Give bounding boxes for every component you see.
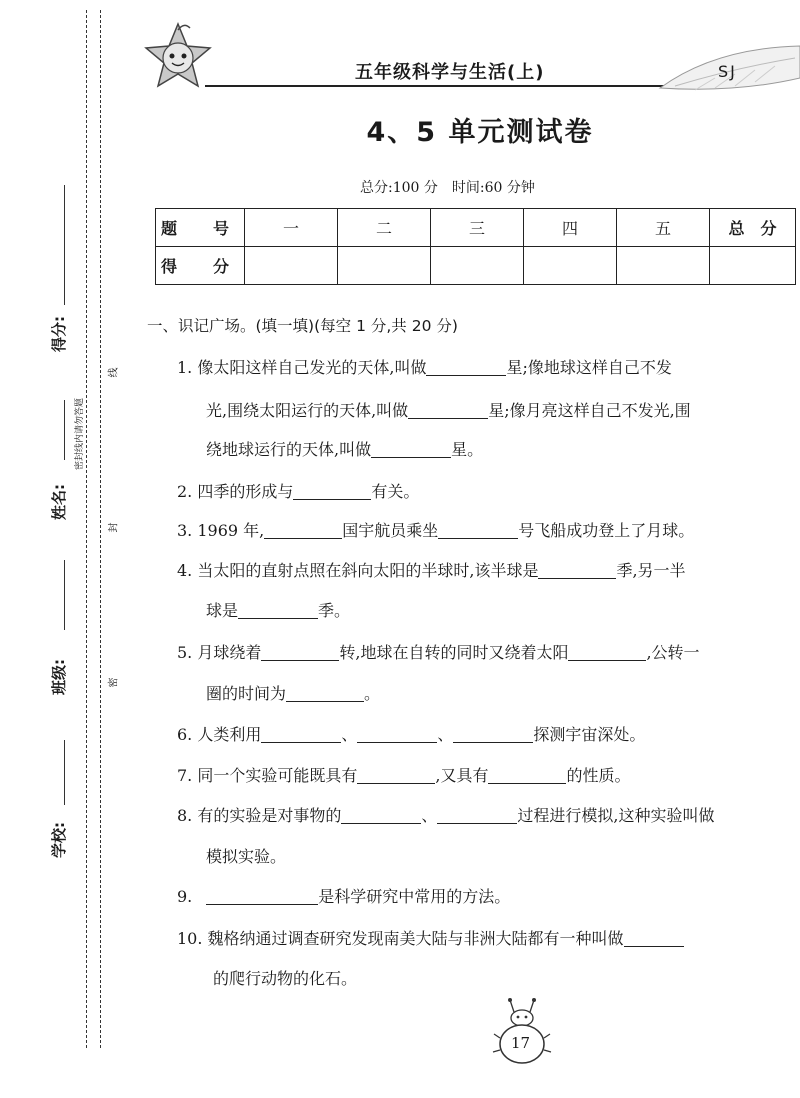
text: 绕地球运行的天体,叫做 (206, 440, 372, 459)
score-label: 得分: (50, 316, 68, 352)
page-number: 17 (511, 1034, 531, 1052)
header-rule (205, 85, 665, 87)
question-4-line-2 (206, 598, 350, 621)
answer-blank[interactable] (453, 726, 533, 743)
text: 的爬行动物的化石。 (213, 969, 358, 988)
question-10-line-2 (213, 966, 357, 989)
mascot-icon (142, 20, 214, 92)
score-cell[interactable] (431, 247, 524, 285)
exam-meta: 总分:100 分 时间:60 分钟 (360, 180, 535, 196)
text: 季。 (318, 601, 351, 620)
text: 是科学研究中常用的方法。 (318, 887, 511, 906)
class-underline (64, 560, 65, 630)
question-3 (177, 518, 694, 541)
text: 球是 (206, 601, 239, 620)
answer-blank[interactable] (261, 726, 341, 743)
text: 9. (177, 887, 193, 906)
school-label: 学校: (50, 822, 68, 858)
row-label: 题 号 (156, 209, 245, 247)
text: 7. 同一个实验可能既具有 (177, 766, 358, 785)
question-2 (177, 479, 419, 502)
text: 6. 人类利用 (177, 725, 262, 744)
text: 3. 1969 年, (177, 521, 265, 540)
text: 1. 像太阳这样自己发光的天体,叫做 (177, 358, 427, 377)
answer-blank[interactable] (206, 888, 318, 905)
text: 星;像地球这样自己不发 (506, 358, 672, 377)
score-cell[interactable] (524, 247, 617, 285)
school-underline (64, 740, 65, 805)
score-cell[interactable] (338, 247, 431, 285)
question-9 (177, 884, 510, 907)
column-header: 一 (245, 209, 338, 247)
question-10-line-1 (177, 926, 684, 949)
answer-blank[interactable] (264, 522, 342, 539)
answer-blank[interactable] (437, 807, 517, 824)
ladybug-icon (490, 998, 554, 1068)
header-code: SJ (718, 62, 737, 81)
score-table-row-score (156, 247, 796, 285)
text: 过程进行模拟,这种实验叫做 (517, 806, 715, 825)
text: 星。 (451, 440, 484, 459)
text: 10. 魏格纳通过调查研究发现南美大陆与非洲大陆都有一种叫做 (177, 929, 624, 948)
answer-blank[interactable] (538, 562, 616, 579)
name-label: 姓名: (50, 484, 68, 520)
answer-blank[interactable] (238, 602, 318, 619)
question-1-line-1 (177, 355, 672, 378)
text: 、 (421, 806, 438, 825)
answer-blank[interactable] (426, 359, 506, 376)
answer-blank[interactable] (357, 726, 437, 743)
text: 模拟实验。 (206, 847, 287, 866)
seal-note: 密封线内请勿答题 (75, 397, 85, 470)
answer-blank[interactable] (438, 522, 518, 539)
answer-blank[interactable] (624, 930, 684, 947)
class-label: 班级: (50, 659, 68, 695)
text: 4. 当太阳的直射点照在斜向太阳的半球时,该半球是 (177, 561, 539, 580)
column-header: 五 (617, 209, 710, 247)
column-header: 二 (338, 209, 431, 247)
question-8-line-1 (177, 803, 714, 826)
seal-word-seal: 封 (108, 522, 120, 533)
text: 的性质。 (566, 766, 631, 785)
text: 季,另一半 (616, 561, 686, 580)
answer-blank[interactable] (568, 644, 646, 661)
text: 星;像月亮这样自己不发光,围 (488, 401, 691, 420)
name-underline (64, 400, 65, 460)
question-1-line-3 (206, 437, 483, 460)
text: 光,围绕太阳运行的天体,叫做 (206, 401, 409, 420)
text: 、 (341, 725, 358, 744)
question-8-line-2 (206, 844, 286, 867)
question-7 (177, 763, 630, 786)
score-cell[interactable] (710, 247, 796, 285)
row-label: 得 分 (156, 247, 245, 285)
text: 5. 月球绕着 (177, 643, 262, 662)
text: 探测宇宙深处。 (533, 725, 646, 744)
text: 号飞船成功登上了月球。 (518, 521, 695, 540)
answer-blank[interactable] (488, 767, 566, 784)
score-cell[interactable] (245, 247, 338, 285)
score-cell[interactable] (617, 247, 710, 285)
text: ,又具有 (435, 766, 489, 785)
text: 、 (437, 725, 454, 744)
section-heading: 一、识记广场。(填一填)(每空 1 分,共 20 分) (147, 317, 458, 335)
binding-dashed-line (86, 10, 87, 1048)
score-underline (64, 185, 65, 305)
column-header: 四 (524, 209, 617, 247)
score-table-row-question (156, 209, 796, 247)
binding-dashed-line (100, 10, 101, 1048)
text: 转,地球在自转的同时又绕着太阳 (339, 643, 569, 662)
question-5-line-2 (206, 681, 380, 704)
text: 国宇航员乘坐 (342, 521, 439, 540)
text: 2. 四季的形成与 (177, 482, 294, 501)
answer-blank[interactable] (286, 685, 364, 702)
column-header: 三 (431, 209, 524, 247)
answer-blank[interactable] (371, 441, 451, 458)
answer-blank[interactable] (341, 807, 421, 824)
text: 8. 有的实验是对事物的 (177, 806, 342, 825)
text: 。 (364, 684, 381, 703)
answer-blank[interactable] (408, 402, 488, 419)
question-4-line-1 (177, 558, 686, 581)
question-1-line-2 (206, 398, 691, 421)
seal-word-secret: 密 (108, 677, 120, 688)
answer-blank[interactable] (261, 644, 339, 661)
page-title: 4、5 单元测试卷 (366, 117, 594, 148)
score-table (155, 208, 796, 285)
header-title: 五年级科学与生活(上) (355, 62, 545, 83)
text: ,公转一 (646, 643, 700, 662)
column-header: 总 分 (710, 209, 796, 247)
answer-blank[interactable] (357, 767, 435, 784)
question-6 (177, 722, 645, 745)
text: 有关。 (371, 482, 420, 501)
text: 圈的时间为 (206, 684, 287, 703)
seal-word-line: 线 (108, 367, 120, 378)
answer-blank[interactable] (293, 483, 371, 500)
question-5-line-1 (177, 640, 700, 663)
